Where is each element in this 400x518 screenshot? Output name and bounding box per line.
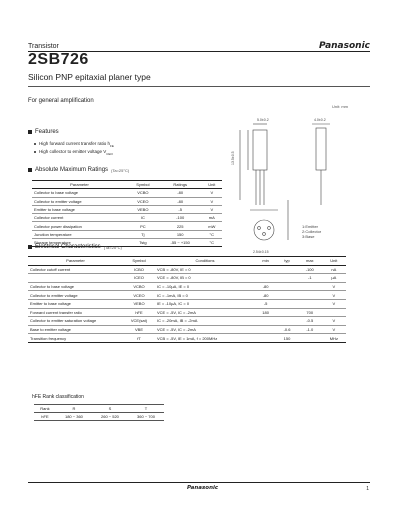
ratings-heading: Absolute Maximum Ratings (Ta=25°C) (28, 167, 129, 173)
cell-min (255, 274, 276, 283)
cell-min (255, 334, 276, 343)
cell-param: Collector to base voltage (34, 190, 79, 196)
cell-max: -0.5 (306, 318, 314, 324)
cell-param: Base to emitter voltage (30, 327, 71, 333)
table-row (32, 214, 222, 222)
cell-unit: V (332, 284, 336, 290)
cell-max (298, 299, 322, 308)
cell-rating: 150 (176, 231, 184, 237)
cell-unit (322, 308, 346, 317)
cell-min (255, 317, 276, 326)
cell-rating: -80 (177, 198, 184, 204)
cell-param: Collector current (34, 215, 64, 221)
table-row (28, 325, 346, 334)
cell-max (298, 282, 322, 291)
cell-min: -80 (262, 292, 269, 298)
cell-cond: IC = -10µA, IE = 0 (157, 284, 190, 290)
cell-unit: V (210, 190, 214, 196)
cell-typ: -0.6 (283, 327, 291, 333)
cell-unit: MHz (329, 335, 338, 341)
cell-cond: VCB = -5V, IE = 1mA, f = 200MHz (157, 335, 218, 341)
table-header-row: Parameter Symbol Conditions min typ max Unit (28, 257, 346, 266)
cell-param: Collector to base voltage (30, 284, 75, 290)
cell-param: Emitter to base voltage (34, 207, 75, 213)
electrical-table (28, 256, 346, 343)
bullet-icon (34, 151, 36, 153)
cell-symbol: IC (140, 215, 145, 221)
rank-table (34, 404, 164, 421)
features-heading: Features (28, 129, 59, 135)
cell-max: -1.0 (306, 327, 314, 333)
svg-text:5.0±0.2: 5.0±0.2 (257, 118, 269, 122)
cell-min (255, 325, 276, 334)
cell-unit: °C (209, 231, 215, 237)
cell-typ (276, 291, 298, 300)
cell-typ (276, 282, 298, 291)
cell-param: Transition frequency (30, 335, 67, 341)
cell-typ (276, 317, 298, 326)
table-row (28, 282, 346, 291)
cell-param: Collector to emitter voltage (30, 292, 78, 298)
cell-cond: IE = -10µA, IC = 0 (157, 301, 190, 307)
cell-rating: 225 (176, 223, 184, 229)
cell-param: Storage temperature (34, 240, 71, 246)
table-row (32, 205, 222, 213)
feature-item: High collector to emitter voltage $V_{CEO}$ (34, 149, 113, 156)
cell-unit: µA (331, 275, 337, 281)
footer-rule (28, 482, 370, 483)
cell-param: Collector cutoff current (30, 266, 71, 272)
cell-param: Collector to emitter voltage (34, 198, 82, 204)
cell-symbol: VCBO (137, 190, 149, 196)
cell-param (28, 274, 123, 283)
table-row (28, 308, 346, 317)
application: For general amplification (28, 98, 94, 104)
cell-symbol: hFE (135, 309, 143, 315)
cell-symbol: VEBO (137, 207, 149, 213)
svg-text:2.54±0.15: 2.54±0.15 (253, 250, 269, 254)
cell-rating: -100 (176, 215, 185, 221)
cell-max (298, 291, 322, 300)
cell-rating: -5 (178, 207, 182, 213)
table-row (32, 197, 222, 205)
bullet-icon (34, 143, 36, 145)
svg-text:4.0±0.2: 4.0±0.2 (314, 118, 326, 122)
table-row (28, 317, 346, 326)
cell-unit: mA (208, 215, 215, 221)
cell-symbol: VCE(sat) (130, 318, 148, 324)
cell-symbol: VEBO (133, 301, 145, 307)
cell-symbol: PC (140, 223, 146, 229)
part-number: 2SB726 (28, 51, 89, 68)
cell-param: Collector power dissipation (34, 223, 82, 229)
cell-typ (276, 274, 298, 283)
cell-cond: VCB = -80V, IE = 0 (157, 266, 191, 272)
cell-cond: VCE = -80V, IB = 0 (157, 275, 191, 281)
page-number: 1 (366, 486, 369, 492)
cell-unit: °C (209, 240, 215, 246)
table-row: Rank R S T (34, 405, 164, 413)
cell-unit: V (332, 327, 336, 333)
table-row (28, 291, 346, 300)
cell-unit: nA (331, 266, 337, 272)
table-row (28, 274, 346, 283)
cell-cond: VCE = -5V, IC = -2mA (157, 309, 196, 315)
electrical-heading: Electrical Characteristics (Ta=25°C) (28, 244, 122, 250)
cell-min (255, 265, 276, 274)
unit-label: Unit: mm (332, 104, 348, 109)
cell-max: -1 (307, 275, 312, 281)
brand-logo: Panasonic (319, 41, 370, 51)
feature-item: High forward current transfer ratio $h_{FE}$ (34, 141, 114, 148)
svg-text:13.5±0.5: 13.5±0.5 (231, 151, 235, 165)
cell-unit: mW (208, 223, 216, 229)
ratings-table (32, 180, 222, 247)
cell-max: 700 (306, 309, 314, 315)
table-row (32, 189, 222, 197)
cell-param: Junction temperature (34, 231, 72, 237)
table-header-row: Parameter Symbol Ratings Unit (32, 181, 222, 189)
cell-typ (276, 308, 298, 317)
table-row (32, 222, 222, 230)
cell-min: 180 (262, 309, 269, 315)
cell-typ: 150 (283, 335, 291, 341)
cell-min: -5 (263, 301, 268, 307)
cell-unit: V (210, 198, 214, 204)
table-row (28, 299, 346, 308)
table-row: hFE 180 ~ 360 260 ~ 520 360 ~ 700 (34, 413, 164, 421)
cell-symbol: Tj (141, 231, 145, 237)
cell-symbol: VCEO (133, 292, 145, 298)
cell-max: -100 (305, 266, 314, 272)
cell-param: Emitter to base voltage (30, 301, 71, 307)
footer-brand-logo: Panasonic (187, 485, 219, 491)
section-square-icon (28, 168, 32, 172)
cell-symbol: fT (137, 335, 141, 341)
cell-unit: V (210, 207, 214, 213)
cell-unit: V (332, 301, 336, 307)
cell-cond: VCE = -5V, IC = -2mA (157, 327, 196, 333)
table-row (32, 230, 222, 238)
pin-legend: 1:Emitter 2:Collector 3:Base (302, 224, 322, 239)
cell-typ (276, 299, 298, 308)
rank-heading: hFE Rank classification (32, 394, 84, 400)
cell-symbol: ICBO (134, 266, 144, 272)
cell-typ (276, 265, 298, 274)
cell-max (298, 334, 322, 343)
cell-min: -80 (262, 284, 269, 290)
cell-symbol: VCBO (133, 284, 145, 290)
cell-symbol: ICEO (134, 275, 144, 281)
cell-param: Collector to emitter saturation voltage (30, 318, 97, 324)
cell-param: Forward current transfer ratio (30, 309, 82, 315)
cell-rating: -55 ~ +150 (170, 240, 190, 246)
cell-unit: V (332, 318, 336, 324)
cell-symbol: Tstg (139, 240, 147, 246)
table-row (28, 334, 346, 343)
subtitle: Silicon PNP epitaxial planer type (28, 72, 151, 82)
cell-symbol: VBE (134, 327, 143, 333)
cell-symbol: VCEO (137, 198, 149, 204)
section-square-icon (28, 130, 32, 134)
subtitle-rule (28, 86, 370, 87)
package-outline-diagram (228, 110, 368, 260)
cell-cond: IC = -1mA, IB = 0 (157, 292, 188, 298)
section-square-icon (28, 245, 32, 249)
category-label: Transistor (28, 43, 59, 50)
cell-rating: -80 (177, 190, 184, 196)
cell-cond: IC = -20mA, IB = -2mA (157, 318, 198, 324)
table-row (28, 265, 346, 274)
cell-unit: V (332, 292, 336, 298)
